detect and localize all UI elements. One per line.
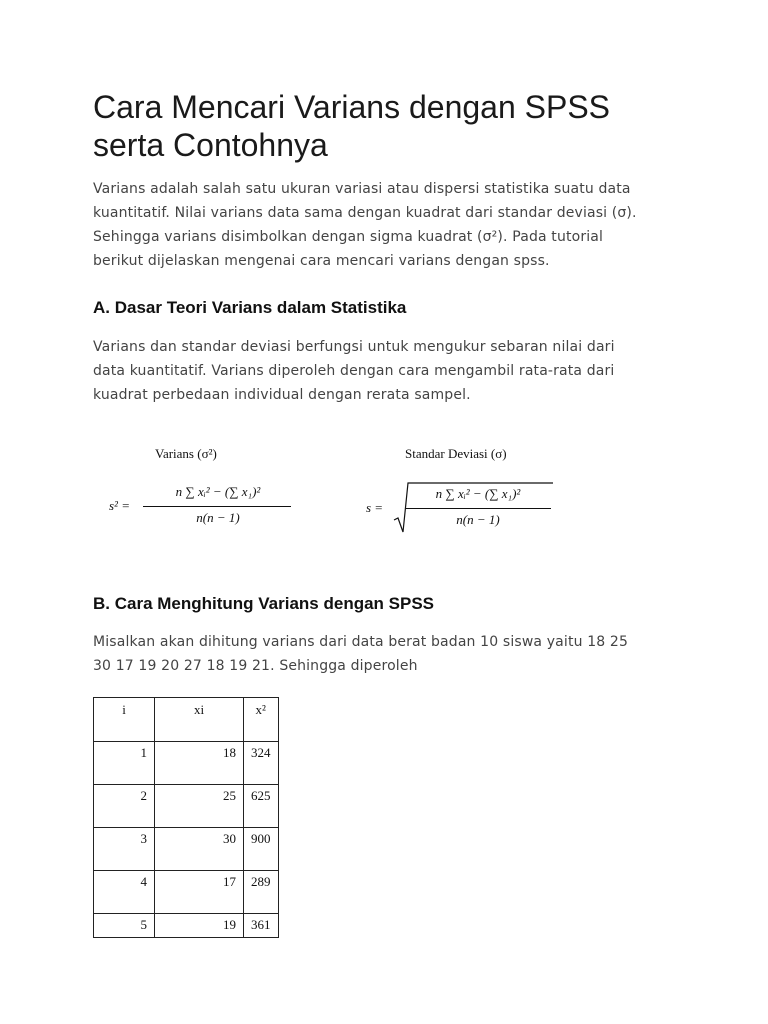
- page-title: Cara Mencari Varians dengan SPSS serta Contohnya: [93, 89, 611, 163]
- cell-x-squared: 324: [244, 742, 279, 785]
- table-row: [94, 828, 279, 871]
- variance-numerator: n ∑ xᵢ² − (∑ x₁)²: [175, 484, 261, 499]
- std-deviation-label: Standar Deviasi (σ): [405, 446, 507, 461]
- intro-line: Sehingga varians disimbolkan dengan sigma kuadrat (σ²). Pada tutorial: [93, 229, 604, 245]
- cell-x-squared: 289: [244, 871, 279, 914]
- cell-x-squared: 361: [244, 914, 279, 938]
- table-row: [94, 785, 279, 828]
- cell-xi: 17: [155, 871, 244, 914]
- std-lhs: s =: [366, 500, 384, 515]
- data-table: [93, 697, 279, 938]
- header-x-squared: x²: [244, 698, 279, 742]
- std-numerator: n ∑ xᵢ² − (∑ x₁)²: [435, 486, 521, 501]
- intro-line: kuantitatif. Nilai varians data sama dengan kuadrat dari standar deviasi (σ).: [93, 205, 637, 221]
- cell-i: 3: [94, 828, 155, 871]
- variance-denominator: n(n − 1): [196, 510, 240, 525]
- cell-i: 1: [94, 742, 155, 785]
- section-b-line: 30 17 19 20 27 18 19 21. Sehingga diperoleh: [93, 658, 418, 674]
- cell-xi: 18: [155, 742, 244, 785]
- cell-xi: 19: [155, 914, 244, 938]
- section-b-heading: B. Cara Menghitung Varians dengan SPSS: [93, 594, 435, 613]
- section-b-line: Misalkan akan dihitung varians dari data berat badan 10 siswa yaitu 18 25: [93, 634, 629, 650]
- section-b-paragraph: [93, 630, 628, 678]
- cell-xi: 30: [155, 828, 244, 871]
- variance-lhs: s² =: [109, 498, 130, 513]
- cell-x-squared: 900: [244, 828, 279, 871]
- cell-i: 2: [94, 785, 155, 828]
- intro-line: berikut dijelaskan mengenai cara mencari varians dengan spss.: [93, 253, 550, 269]
- section-a-line: data kuantitatif. Varians diperoleh dengan cara mengambil rata-rata dari: [93, 363, 615, 379]
- section-a-line: kuadrat perbedaan individual dengan rerata sampel.: [93, 387, 471, 403]
- section-a-line: Varians dan standar deviasi berfungsi untuk mengukur sebaran nilai dari: [93, 339, 615, 355]
- intro-line: Varians adalah salah satu ukuran variasi atau dispersi statistika suatu data: [93, 181, 631, 197]
- cell-xi: 25: [155, 785, 244, 828]
- std-fraction-bar: [405, 508, 551, 509]
- table-row: [94, 742, 279, 785]
- std-denominator: n(n − 1): [456, 512, 500, 527]
- cell-i: 5: [94, 914, 155, 938]
- cell-i: 4: [94, 871, 155, 914]
- table-row: [94, 914, 279, 938]
- section-a-paragraph: [93, 335, 615, 407]
- variance-fraction-bar: [143, 506, 291, 507]
- header-i: i: [94, 698, 155, 742]
- variance-label: Varians (σ²): [155, 446, 217, 461]
- section-a-heading: A. Dasar Teori Varians dalam Statistika: [93, 298, 407, 317]
- intro-paragraph: [93, 177, 637, 273]
- header-xi: xi: [155, 698, 244, 742]
- table-row: [94, 871, 279, 914]
- cell-x-squared: 625: [244, 785, 279, 828]
- table-header-row: [94, 698, 279, 742]
